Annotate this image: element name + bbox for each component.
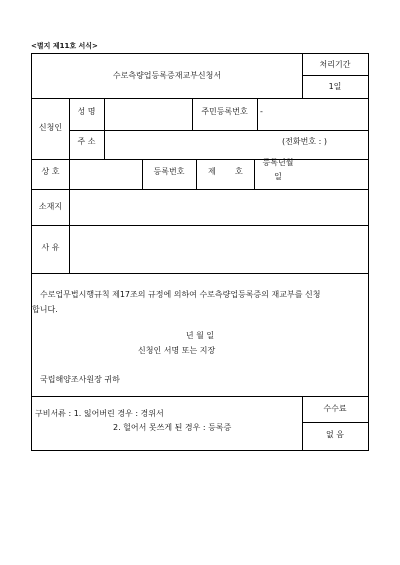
- attachments-line-1: 구비서류 : 1. 잃어버린 경우 : 경위서: [35, 409, 164, 418]
- registration-number-label: 등록번호: [153, 167, 185, 176]
- resident-number-value: -: [260, 107, 263, 116]
- row-divider: [32, 159, 368, 160]
- phone-label: (전화번호 : ): [282, 137, 327, 146]
- form-title: 수로측량업등록증재교부신청서: [112, 71, 222, 80]
- row-divider: [32, 396, 368, 397]
- row-divider: [302, 75, 368, 76]
- reason-label: 사 유: [41, 243, 60, 252]
- row-divider: [32, 225, 368, 226]
- registration-number-suffix: 호: [235, 167, 243, 176]
- row-divider: [69, 130, 368, 131]
- date-line: 년 월 일: [185, 331, 215, 340]
- statement-line-2: 합니다.: [32, 305, 58, 314]
- column-divider: [69, 98, 70, 273]
- processing-period-value: 1일: [328, 82, 342, 91]
- registration-date-label-2: 일: [274, 172, 282, 181]
- registration-date-label: 등록년월: [262, 158, 294, 167]
- row-divider: [32, 189, 368, 190]
- location-label: 소재지: [38, 202, 63, 211]
- fee-label: 수수료: [323, 404, 347, 413]
- recipient-line: 국립해양조사원장 귀하: [40, 375, 120, 384]
- processing-period-label: 처리기간: [319, 60, 351, 69]
- column-divider: [196, 159, 197, 189]
- application-form: [31, 53, 369, 451]
- fee-value: 없 음: [326, 430, 344, 439]
- column-divider: [257, 98, 258, 130]
- trade-name-label: 상 호: [41, 167, 60, 176]
- row-divider: [32, 98, 368, 99]
- applicant-label: 신청인: [38, 123, 63, 132]
- registration-number-prefix: 제: [208, 167, 216, 176]
- address-label: 주 소: [77, 137, 96, 146]
- row-divider: [302, 422, 368, 423]
- form-number-label: <별지 제11호 서식>: [31, 42, 98, 50]
- signer-line: 신청인 서명 또는 지장: [138, 346, 216, 355]
- statement-line-1: 수로업무법시행규칙 제17조의 규정에 의하여 수로측량업등록증의 재교부를 신청: [40, 290, 321, 299]
- resident-number-label: 주민등록번호: [201, 107, 248, 116]
- row-divider: [32, 273, 368, 274]
- name-label: 성 명: [77, 107, 96, 116]
- attachments-line-2: 2. 헐어서 못쓰게 된 경우 : 등록증: [113, 423, 232, 432]
- column-divider: [104, 98, 105, 159]
